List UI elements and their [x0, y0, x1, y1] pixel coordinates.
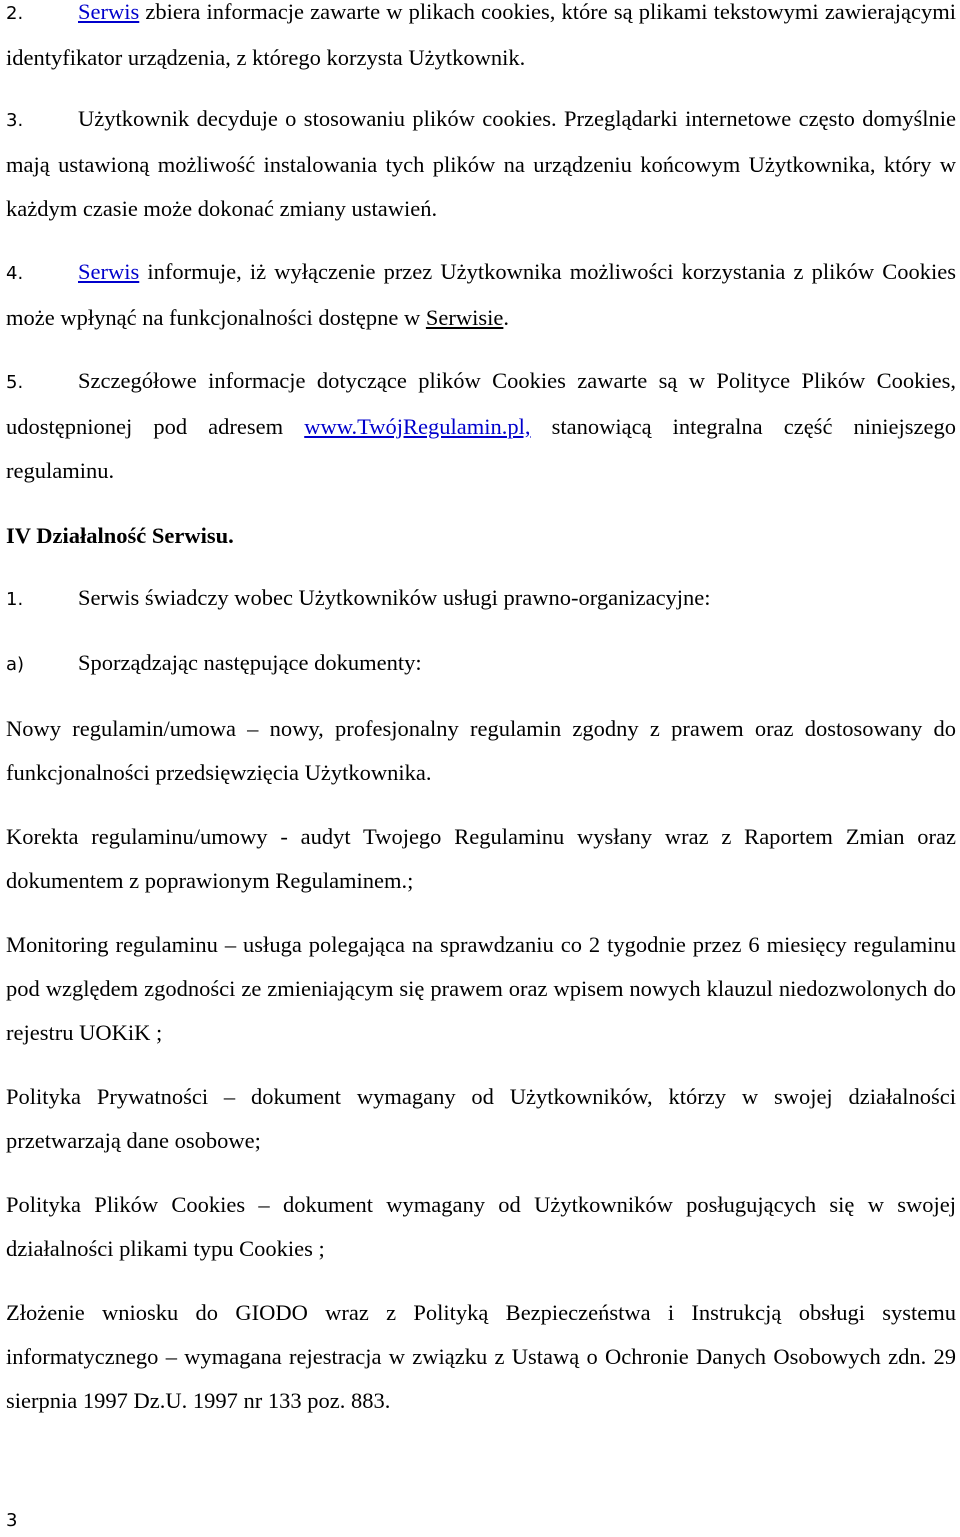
document-item: Monitoring regulaminu – usługa polegająca na sprawdzaniu co 2 tygodnie przez 6 miesięcy regulaminu pod względem zgodności ze zmieniającym się prawem oraz wpisem nowych klauzul niedozwolonych do rejestru UOKiK ; [6, 932, 956, 1045]
paragraph-text: Użytkownik decyduje o stosowaniu plików cookies. Przeglądarki internetowe często domyślnie mają ustawioną możliwość instalowania tych plików na urządzeniu końcowym Użytkownika, który w każdym czasie może dokonać zmiany ustawień. [6, 106, 956, 221]
document-item: Korekta regulaminu/umowy - audyt Twojego Regulaminu wysłany wraz z Raportem Zmian oraz dokumentem z poprawionym Regulaminem.; [6, 824, 956, 893]
paragraph-text: Szczegółowe informacje dotyczące plików Cookies zawarte są w Polityce Plików Cookies, udostępnionej pod adresem [6, 368, 956, 439]
page-number: 3 [6, 1510, 18, 1531]
document-item: Polityka Plików Cookies – dokument wymagany od Użytkowników posługujących się w swojej działalności plikami typu Cookies ; [6, 1192, 956, 1261]
document-item: Polityka Prywatności – dokument wymagany od Użytkowników, którzy w swojej działalności przetwarzają dane osobowe; [6, 1084, 956, 1153]
serwisie-link[interactable]: Serwisie [425, 305, 504, 330]
paragraph-text: informuje, iż wyłączenie przez Użytkownika możliwości korzystania z plików Cookies może wpłynąć na funkcjonalności dostępne w [6, 259, 956, 330]
list-number: 3. [6, 110, 24, 131]
paragraph-text: zbiera informacje zawarte w plikach cookies, które są plikami tekstowymi zawierającymi identyfikator urządzenia, z którego korzysta Użytkownik. [6, 0, 956, 70]
list-number: 5. [6, 372, 24, 393]
paragraph-5 [6, 359, 956, 493]
document-item: Złożenie wniosku do GIODO wraz z Polityką Bezpieczeństwa i Instrukcją obsługi systemu informatycznego – wymagana rejestracja w związku z Ustawą o Ochronie Danych Osobowych zdn. 29 sierpnia 1997 Dz.U. 1997 nr 133 poz. 883. [6, 1300, 956, 1413]
paragraph-text: Serwis świadczy wobec Użytkowników usługi prawno-organizacyjne: [78, 585, 711, 610]
list-number: 2. [6, 3, 24, 24]
paragraph-3 [6, 97, 956, 231]
list-number: 1. [6, 589, 24, 610]
paragraph-2 [6, 0, 956, 80]
regulamin-url-link[interactable]: www.TwójRegulamin.pl, [304, 414, 531, 439]
section-heading: IV Działalność Serwisu. [6, 523, 234, 548]
services-intro [6, 576, 956, 622]
serwis-link[interactable]: Serwis [78, 259, 140, 284]
paragraph-tail: . [503, 305, 510, 330]
serwis-link[interactable]: Serwis [78, 0, 140, 24]
paragraph-text: Sporządzając następujące dokumenty: [78, 650, 422, 675]
paragraph-tail: stanowiącą integralna część niniejszego regulaminu. [6, 414, 956, 483]
paragraph-4 [6, 250, 956, 340]
list-number: 4. [6, 263, 24, 284]
document-item: Nowy regulamin/umowa – nowy, profesjonalny regulamin zgodny z prawem oraz dostosowany do funkcjonalności przedsięwzięcia Użytkownika. [6, 716, 956, 785]
services-subitem-a [6, 641, 956, 687]
list-marker: a) [6, 654, 25, 675]
